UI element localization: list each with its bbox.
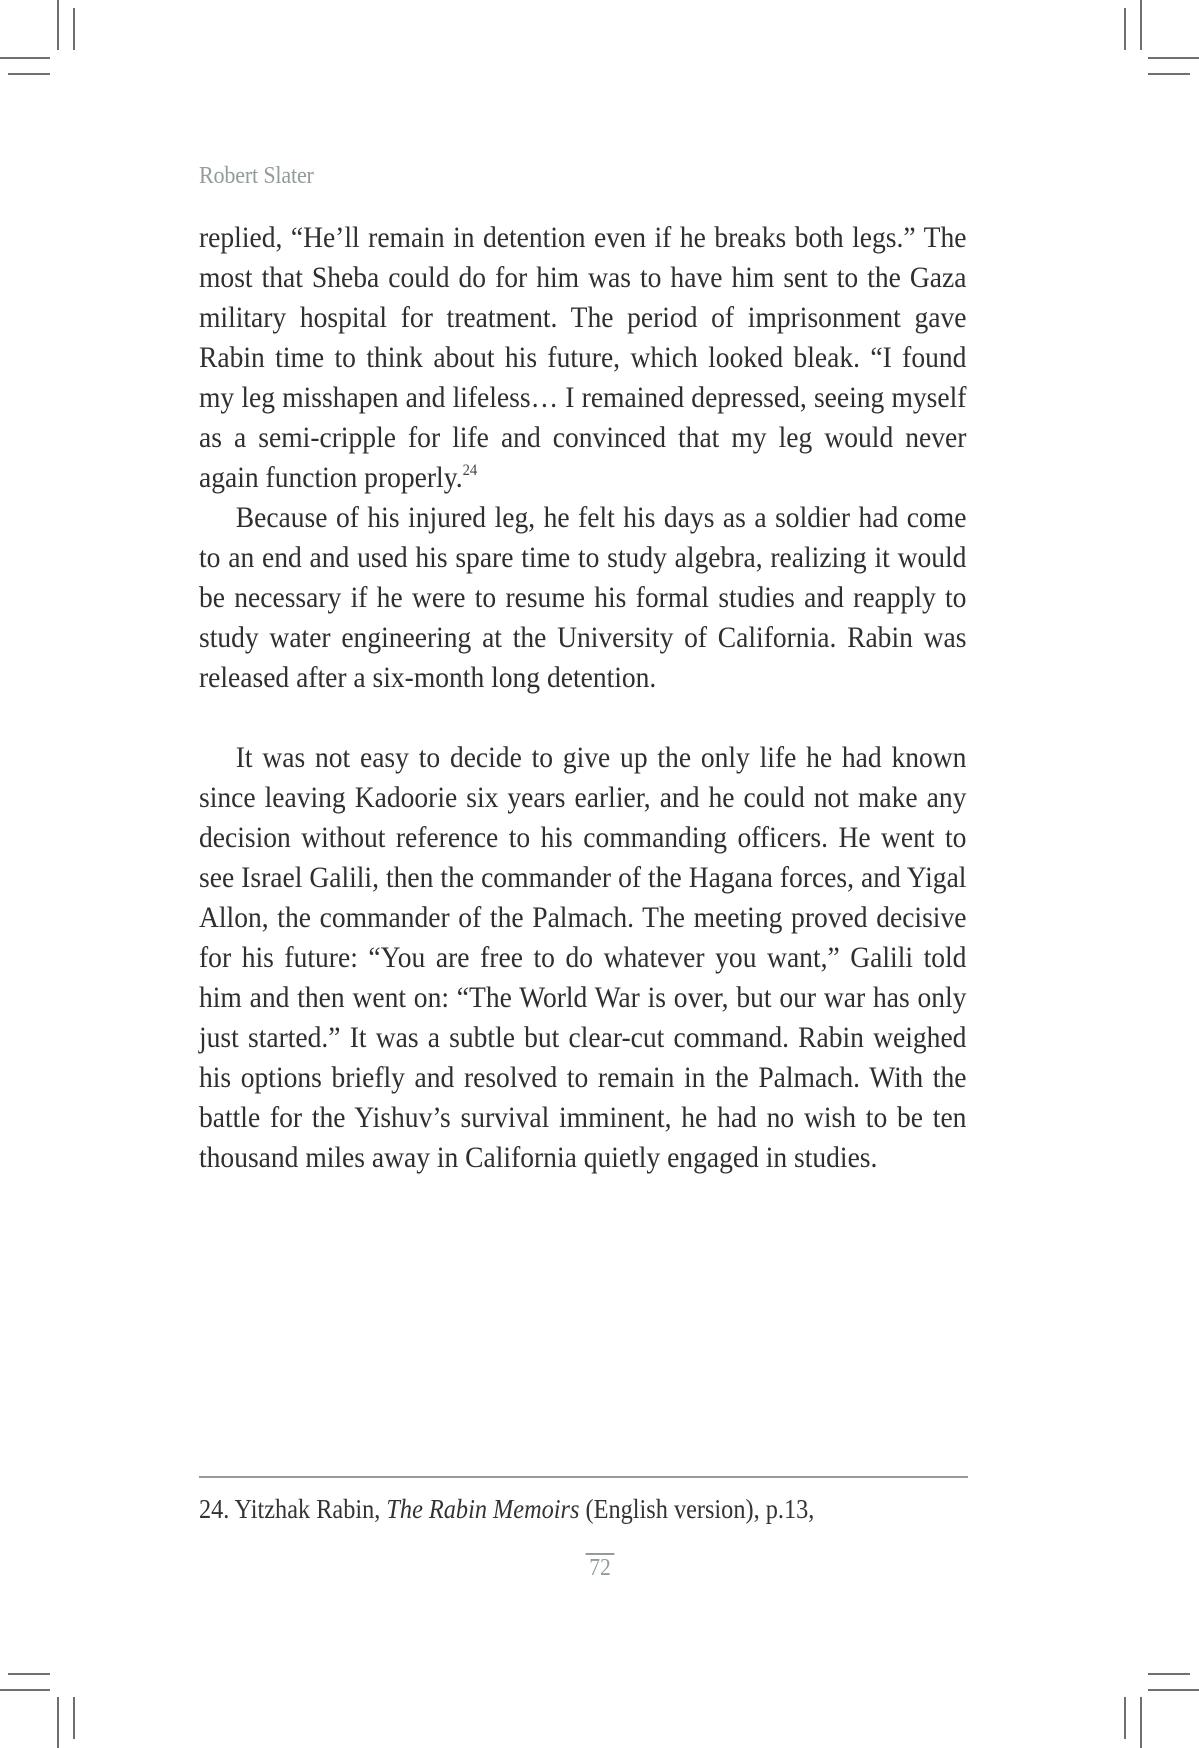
footnote-citation: (English version), p.13, — [585, 1494, 815, 1524]
crop-mark — [1148, 73, 1190, 75]
crop-mark — [73, 1697, 75, 1739]
footnote — [199, 1492, 1009, 1526]
crop-mark — [8, 73, 50, 75]
footnote-number: 24. — [199, 1494, 230, 1524]
paragraph — [199, 218, 966, 498]
crop-mark — [0, 1689, 50, 1691]
crop-mark — [8, 1673, 50, 1675]
footnote-divider — [199, 1476, 968, 1478]
page-number: 72 — [585, 1553, 614, 1581]
crop-mark — [1148, 57, 1199, 59]
crop-mark — [1148, 1673, 1190, 1675]
paragraph — [199, 738, 966, 1178]
crop-mark — [1124, 1697, 1126, 1739]
footnote-reference[interactable]: 24 — [462, 462, 478, 479]
crop-mark — [73, 8, 75, 50]
paragraph-text: It was not easy to decide to give up the only life he had known since leaving Kadoorie six years earlier, and he could not make any decision without reference to his commanding officers. He went to see Israel Galili, then the commander of the Hagana forces, and Yigal Allon, the commander of the Palmach. The meeting proved decisive for his future: “You are free to do whatever you want,” Galili told him and then went on: “The World War is over, but our war has only just started.” It was a subtle but clear-cut command. Rabin weighed his options briefly and resolved to remain in the Palmach. With the battle for the Yishuv’s survival imminent, he had no wish to be ten thousand miles away in California quietly engaged in studies. — [199, 741, 967, 1174]
running-head: Robert Slater — [199, 163, 314, 189]
crop-mark — [1124, 8, 1126, 50]
crop-mark — [1140, 0, 1142, 50]
page-number-container — [0, 1553, 1199, 1582]
crop-mark — [0, 57, 50, 59]
paragraph — [199, 498, 966, 698]
body-text — [199, 218, 966, 1178]
footnote-title: The Rabin Memoirs — [386, 1494, 580, 1524]
crop-mark — [57, 0, 59, 50]
crop-mark — [1148, 1689, 1199, 1691]
paragraph-text: Because of his injured leg, he felt his days as a soldier had come to an end and used his spare time to study algebra, realizing it would be necessary if he were to resume his formal studies and reapply to study water engineering at the University of California. Rabin was released after a six-month long detention. — [199, 501, 967, 694]
paragraph-text: replied, “He’ll remain in detention even if he breaks both legs.” The most that Sheba could do for him was to have him sent to the Gaza military hospital for treatment. The period of imprisonment gave Rabin time to think about his future, which looked bleak. “I found my leg misshapen and lifeless… I remained depressed, seeing myself as a semi-cripple for life and convinced that my leg would never again function properly. — [199, 221, 967, 494]
crop-mark — [1140, 1697, 1142, 1748]
crop-mark — [57, 1697, 59, 1748]
footnote-author: Yitzhak Rabin, — [234, 1494, 381, 1524]
